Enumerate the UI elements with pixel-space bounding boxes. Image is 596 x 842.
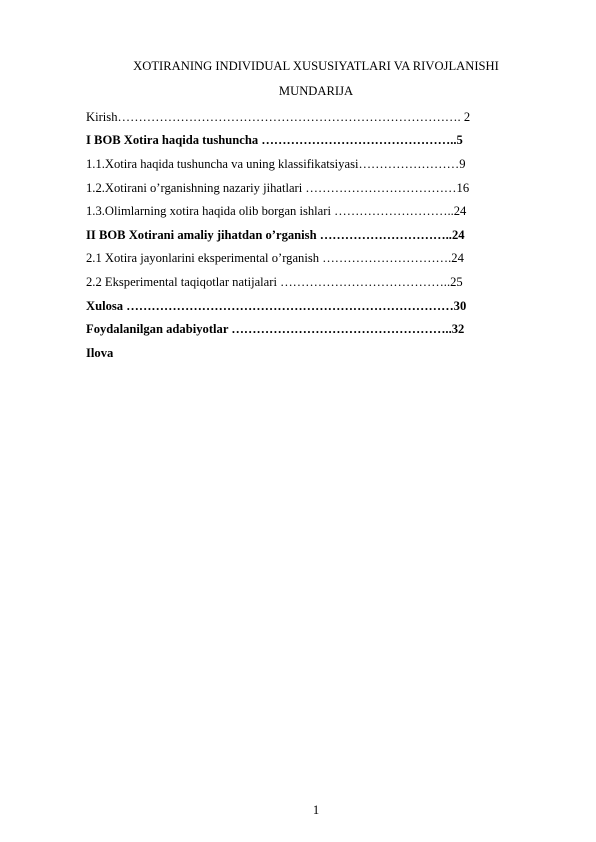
toc-entry-text: 2.1 Xotira jayonlarini eksperimental o’rganish ………………………….24: [86, 251, 464, 266]
toc-entry-appendix: [86, 341, 526, 365]
toc-entry-text: I BOB Xotira haqida tushuncha ………………………………………..5: [86, 133, 463, 148]
page-number: 1: [312, 803, 320, 817]
toc-entry-intro: [86, 105, 526, 129]
toc-entry-text: 1.1.Xotira haqida tushuncha va uning klassifikatsiyasi……………………9: [86, 156, 466, 171]
toc-entry-text: 1.3.Olimlarning xotira haqida olib borgan ishlari ………………………..24: [86, 204, 467, 219]
toc-entry-text: Xulosa ……………………………………………………………………30: [86, 298, 467, 313]
toc-entry-section-1-2: [86, 176, 526, 200]
toc-entry-text: 2.2 Eksperimental taqiqotlar natijalari …………………………………..25: [86, 274, 463, 289]
toc-entry-section-2-1: [86, 247, 526, 271]
toc-entry-section-1-1: [86, 152, 526, 176]
toc-entry-chapter-2: [86, 223, 526, 247]
toc-entry-text: Ilova: [86, 345, 114, 360]
toc-entry-chapter-1: [86, 129, 526, 153]
document-title: XOTIRANING INDIVIDUAL XUSUSIYATLARI VA RIVOJLANISHI: [133, 59, 499, 73]
toc-entry-section-1-3: [86, 199, 526, 223]
toc-entry-text: Foydalanilgan adabiyotlar ……………………………………………..32: [86, 322, 465, 337]
toc-entry-section-2-2: [86, 270, 526, 294]
toc-entry-text: II BOB Xotirani amaliy jihatdan o’rganish …………………………..24: [86, 227, 465, 242]
contents-heading: MUNDARIJA: [278, 84, 354, 98]
toc-entry-text: Kirish………………………………………………………………………. 2: [86, 109, 471, 124]
toc-entry-references: [86, 317, 526, 341]
toc-entry-conclusion: [86, 294, 526, 318]
table-of-contents: [86, 105, 526, 365]
toc-entry-text: 1.2.Xotirani o’rganishning nazariy jihatlari ………………………………16: [86, 180, 470, 195]
